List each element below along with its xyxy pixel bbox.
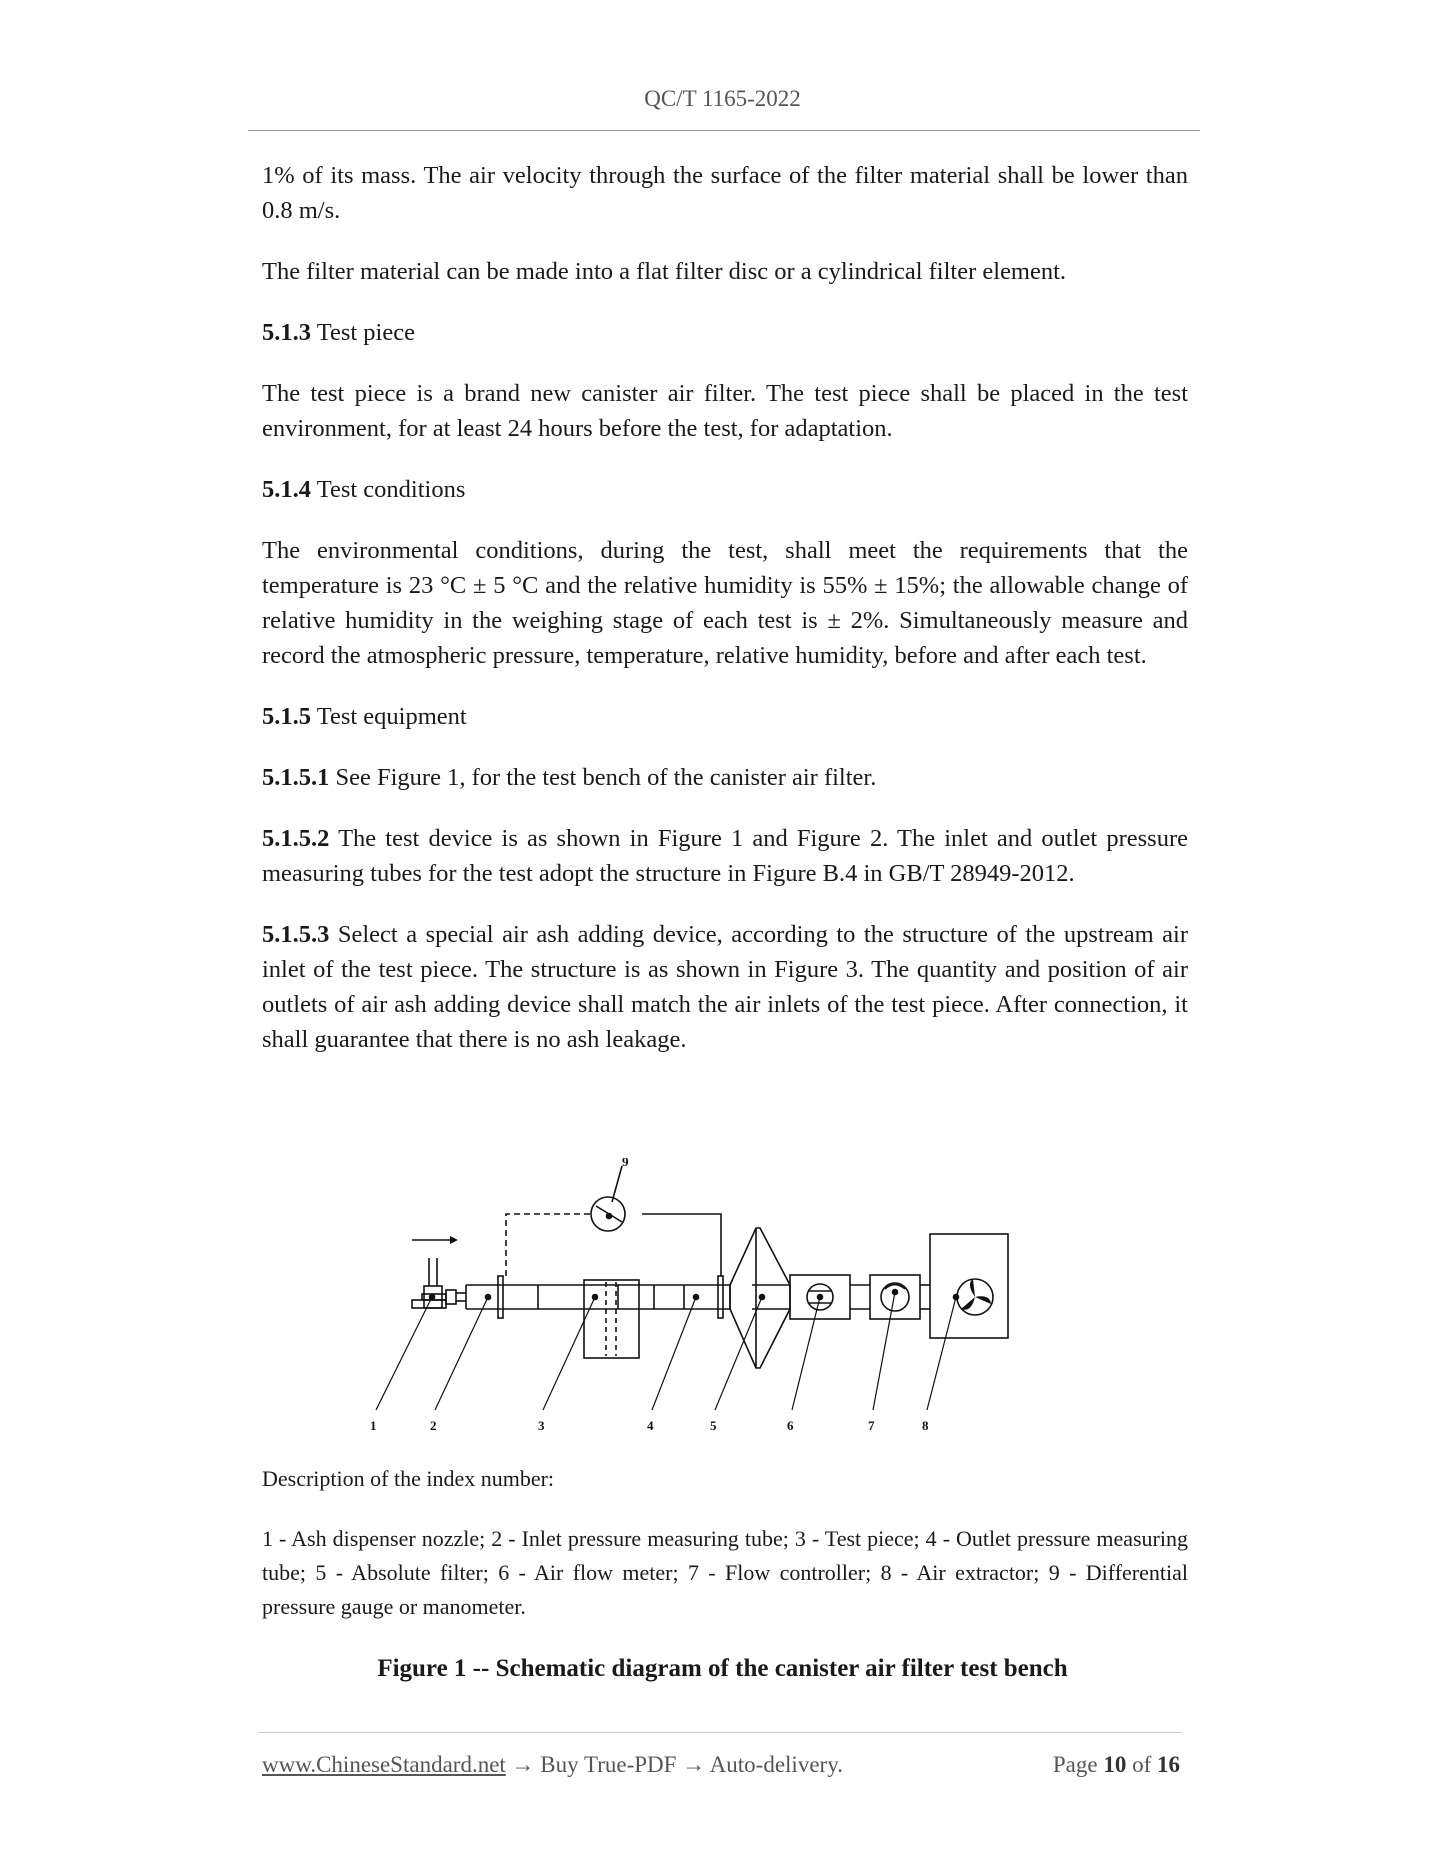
section-5-1-3-heading: [262, 315, 1188, 350]
clause-text: The test device is as shown in Figure 1 and Figure 2. The inlet and outlet pressure measuring tubes for the test adopt the structure in Figure B.4 in GB/T 28949-2012.: [262, 825, 1188, 887]
index-label-1: 1: [370, 1418, 377, 1433]
section-5-1-4-heading: [262, 472, 1188, 507]
index-label-7: 7: [868, 1418, 875, 1433]
section-number: 5.1.4: [262, 476, 311, 503]
index-description: [262, 1462, 1188, 1650]
section-number: 5.1.5: [262, 703, 311, 730]
arrow-icon: →: [682, 1752, 706, 1777]
differential-pressure-gauge: [591, 1166, 625, 1231]
clause-text: See Figure 1, for the test bench of the canister air filter.: [335, 764, 877, 791]
of-word: of: [1132, 1752, 1152, 1777]
inlet-pressure-tube: [486, 1276, 504, 1318]
arrow-icon: →: [511, 1752, 535, 1777]
index-label-3: 3: [538, 1418, 545, 1433]
paragraph-filter-mass: 1% of its mass. The air velocity through the surface of the filter material shall be lower than 0.8 m/s.: [262, 162, 1188, 224]
absolute-filter: [730, 1228, 790, 1368]
index-label-8: 8: [922, 1418, 929, 1433]
total-pages: 16: [1157, 1752, 1180, 1777]
outlet-pressure-tube: [694, 1276, 724, 1318]
figure-caption: Figure 1 -- Schematic diagram of the canister air filter test bench: [377, 1655, 1068, 1682]
clause-number: 5.1.5.2: [262, 825, 330, 852]
footer-divider: [258, 1732, 1182, 1733]
page-indicator: [1053, 1752, 1180, 1778]
index-label-4: 4: [647, 1418, 654, 1433]
test-piece: [584, 1280, 639, 1358]
air-extractor: [930, 1234, 1008, 1338]
section-number: 5.1.3: [262, 319, 311, 346]
ash-dispenser-nozzle: [412, 1258, 466, 1308]
page-number: 10: [1103, 1752, 1127, 1777]
index-label-2: 2: [430, 1418, 437, 1433]
flow-direction-arrow: [412, 1236, 458, 1244]
site-link[interactable]: www.ChineseStandard.net: [262, 1752, 506, 1777]
index-list: 1 - Ash dispenser nozzle; 2 - Inlet pressure measuring tube; 3 - Test piece; 4 - Outlet pressure measuring tube; 5 - Absolute filter; 6 - Air flow meter; 7 - Flow controller; 8 - Air extractor; 9 - Differential pressure gauge or manometer.: [262, 1526, 1188, 1619]
buy-pdf-text: Buy True-PDF: [540, 1752, 677, 1777]
document-code: QC/T 1165-2022: [644, 86, 801, 111]
clause-number: 5.1.5.3: [262, 921, 330, 948]
clause-5-1-5-2: [262, 821, 1188, 891]
index-label-6: 6: [787, 1418, 794, 1433]
section-5-1-5-heading: [262, 699, 1188, 734]
paragraph-test-piece: The test piece is a brand new canister air filter. The test piece shall be placed in the test environment, for at least 24 hours before the test, for adaptation.: [262, 380, 1188, 442]
clause-number: 5.1.5.1: [262, 764, 330, 791]
index-label-5: 5: [710, 1418, 717, 1433]
section-title: Test piece: [316, 319, 415, 346]
auto-delivery-text: Auto-delivery.: [709, 1752, 843, 1777]
flow-controller: [870, 1275, 920, 1319]
clause-5-1-5-3: [262, 917, 1188, 1057]
section-title: Test conditions: [316, 476, 466, 503]
index-label-9: 9: [622, 1158, 629, 1169]
clause-5-1-5-1: [262, 760, 1188, 795]
paragraph-test-conditions: The environmental conditions, during the test, shall meet the requirements that the temperature is 23 °C ± 5 °C and the relative humidity is 55% ± 15%; the allowable change of relative humidity in the weighing stage of each test is ± 2%. Simultaneously measure and record the atmospheric pressure, temperature, relative humidity, before and after each test.: [262, 537, 1188, 669]
index-heading: Description of the index number:: [262, 1466, 555, 1491]
header-divider: [248, 130, 1200, 131]
body-text: [262, 158, 1188, 1083]
page-word: Page: [1052, 1752, 1098, 1777]
schematic-svg: [360, 1158, 1100, 1440]
pressure-tap-lines: [506, 1214, 721, 1276]
clause-text: Select a special air ash adding device, according to the structure of the upstream air inlet of the test piece. The structure is as shown in Figure 3. The quantity and position of air outlets of air ash adding device shall match the air inlets of the test piece. After connection, it shall guarantee that there is no ash leakage.: [262, 921, 1188, 1053]
paragraph-filter-form: The filter material can be made into a flat filter disc or a cylindrical filter element.: [262, 258, 1067, 285]
test-bench-schematic: [360, 1158, 1100, 1440]
section-title: Test equipment: [316, 703, 467, 730]
footer-promo: [262, 1752, 843, 1778]
